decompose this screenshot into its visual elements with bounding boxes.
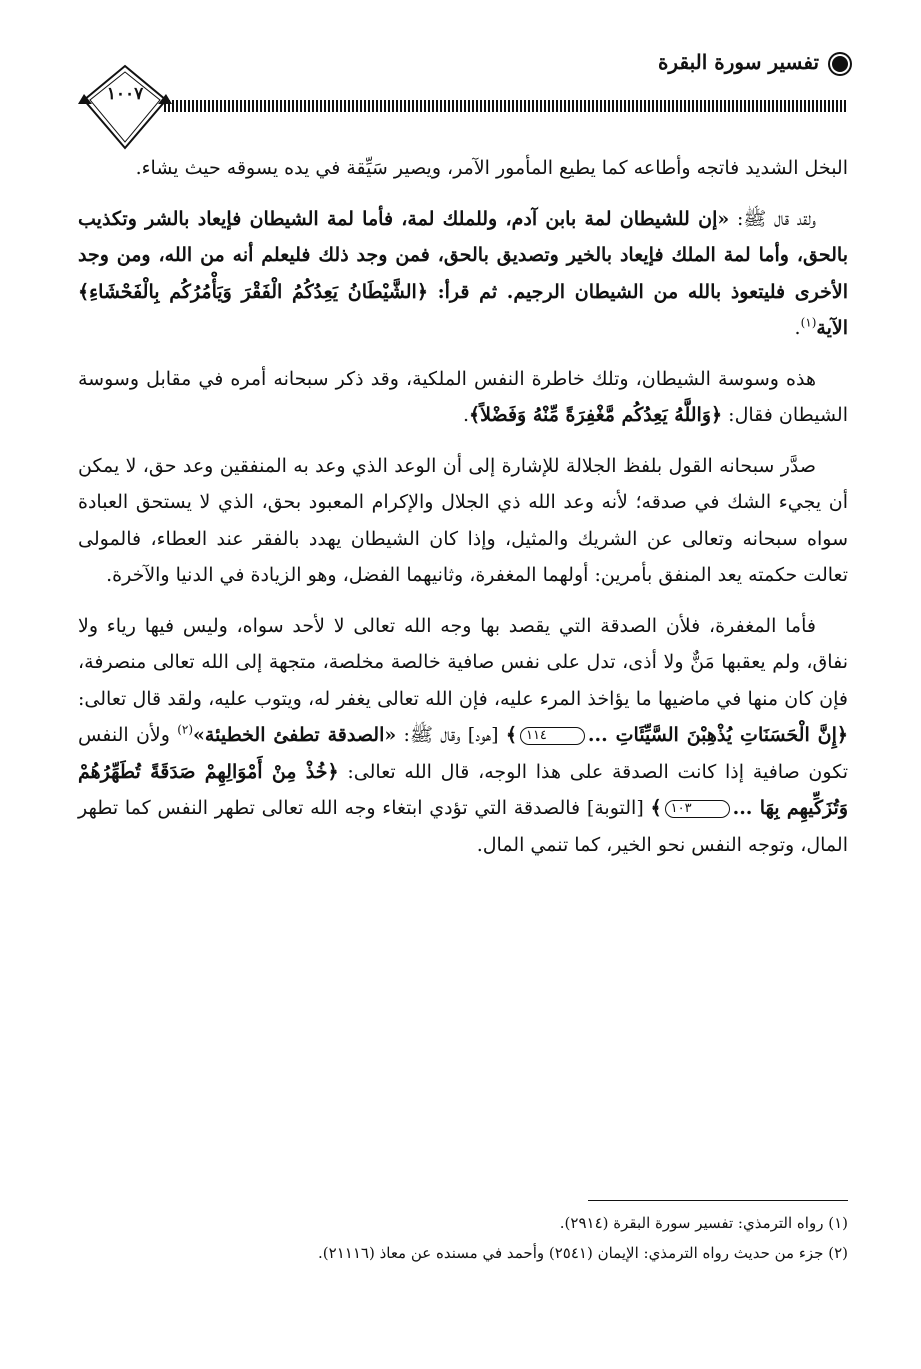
paragraph-3 — [78, 361, 848, 434]
page-header — [78, 46, 848, 146]
paragraph-1 — [78, 150, 848, 187]
paragraph-text: هذه وسوسة الشيطان، وتلك خاطرة النفس الملكية، وقد ذكر سبحانه أمره في مقابل وسوسة الشيطان فقال: — [78, 367, 848, 426]
hadith-quote: «إن للشيطان لمة بابن آدم، وللملك لمة، فأما لمة الشيطان فإيعاد بالشر وتكذيب بالحق، وأما لمة الملك فإيعاد بالخير وتصديق بالحق، فمن وجد ذلك فليعلم أنه من الله، ومن وجد الأخرى فليتعوذ بالله من الشيطان الرجيم. ثم قرأ: — [78, 207, 849, 303]
verse-close: ﴾ — [650, 797, 662, 819]
paragraph-intro: ولقد قال ﷺ: — [729, 207, 816, 230]
quran-verse: ﴿إِنَّ الْحَسَنَاتِ يُذْهِبْنَ السَّيِّئَاتِ ... — [587, 724, 848, 746]
paragraph-2 — [78, 201, 848, 347]
paragraph-4 — [78, 448, 848, 594]
quran-verse: ﴿وَاللَّهُ يَعِدُكُم مَّغْفِرَةً مِّنْهُ وَفَضْلاً﴾ — [469, 404, 723, 426]
paragraph-text: البخل الشديد فاتجه وأطاعه كما يطيع المأمور الآمر، ويصير سَيِّقة في يده يسوقه حيث يشاء. — [135, 157, 848, 179]
hadith-quote: «الصدقة تطفئ الخطيئة» — [193, 724, 397, 746]
quran-verse: ﴿خُذْ مِنْ أَمْوَالِهِمْ صَدَقَةً تُطَهِّرُهُمْ وَتُزَكِّيهِم بِهَا ... — [78, 760, 848, 819]
footnote-2: (٢) جزء من حديث رواه الترمذي: الإيمان (٢٥٤١) وأحمد في مسنده عن معاذ (٢١١١٦). — [318, 1244, 848, 1262]
verse-close: ﴾ — [505, 724, 517, 746]
ornament-icon — [832, 56, 848, 72]
verse-number-mark: ١٠٣ — [665, 800, 730, 818]
page-number: ١٠٠٧ — [106, 84, 144, 104]
paragraph-end: . — [462, 404, 470, 426]
paragraph-text: صدَّر سبحانه القول بلفظ الجلالة للإشارة إلى أن الوعد الذي وعد به المنفقين وعد حق، لا يمكن أن يجيء الشك في صدقه؛ لأنه وعد الله ذي الجلال والإكرام المعبود بحق، الذي لا يستحق العبادة سواه سبحانه وتعالى عن الشريك والمثيل، وإذا كان الشيطان يهدد بالفقر عند العطاء، فالمولى تعالت حكمته يعد المنفق بأمرين: أولهما المغفرة، وثانيهما الفضل، وهو الزيادة في الدنيا والآخرة. — [78, 454, 848, 586]
quran-verse: ﴿الشَّيْطَانُ يَعِدُكُمُ الْفَقْرَ وَيَأْمُرُكُم بِالْفَحْشَاءِ﴾ الآية — [78, 280, 848, 339]
page-badge-icon — [78, 60, 172, 154]
footnote-divider — [588, 1200, 848, 1201]
running-title-text: تفسير سورة البقرة — [657, 50, 820, 74]
body-text — [78, 150, 848, 877]
footnote-ref-1[interactable]: (١) — [800, 315, 817, 330]
paragraph-text: فأما المغفرة، فلأن الصدقة التي يقصد بها وجه الله تعالى لا لأحد سواه، وليس فيها رياء ولا نفاق، ولم يعقبها مَنٌّ ولا أذى، تدل على نفس صافية خالصة مخلصة، متجهة إلى الله تعالى منصرفة، فإن كان منها في ماضيها ما يؤاخذ المرء عليه، فإن الله تعالى يغفر له، ويتوب عليه، ولقد قال تعالى: — [78, 614, 848, 710]
paragraph-5 — [78, 608, 848, 864]
paragraph-end: . — [794, 317, 801, 339]
paragraph-text: ولأن النفس تكون صافية إذا كانت الصدقة على هذا الوجه، قال الله تعالى: — [78, 724, 848, 783]
footnotes — [78, 1208, 848, 1268]
footnote-1: (١) رواه الترمذي: تفسير سورة البقرة (٢٩١٤). — [559, 1214, 848, 1232]
footnote-ref-2[interactable]: (٢) — [177, 722, 194, 737]
surah-ref: [هود] وقال ﷺ: — [396, 724, 506, 746]
header-rule — [164, 100, 848, 112]
running-title — [658, 50, 848, 74]
verse-number-mark: ١١٤ — [520, 727, 585, 745]
paragraph-text: [التوبة] فالصدقة التي تؤدي ابتغاء وجه الله تعالى تطهر النفس كما تطهر المال، وتوجه النفس نحو الخير، كما تنمي المال. — [78, 797, 848, 856]
